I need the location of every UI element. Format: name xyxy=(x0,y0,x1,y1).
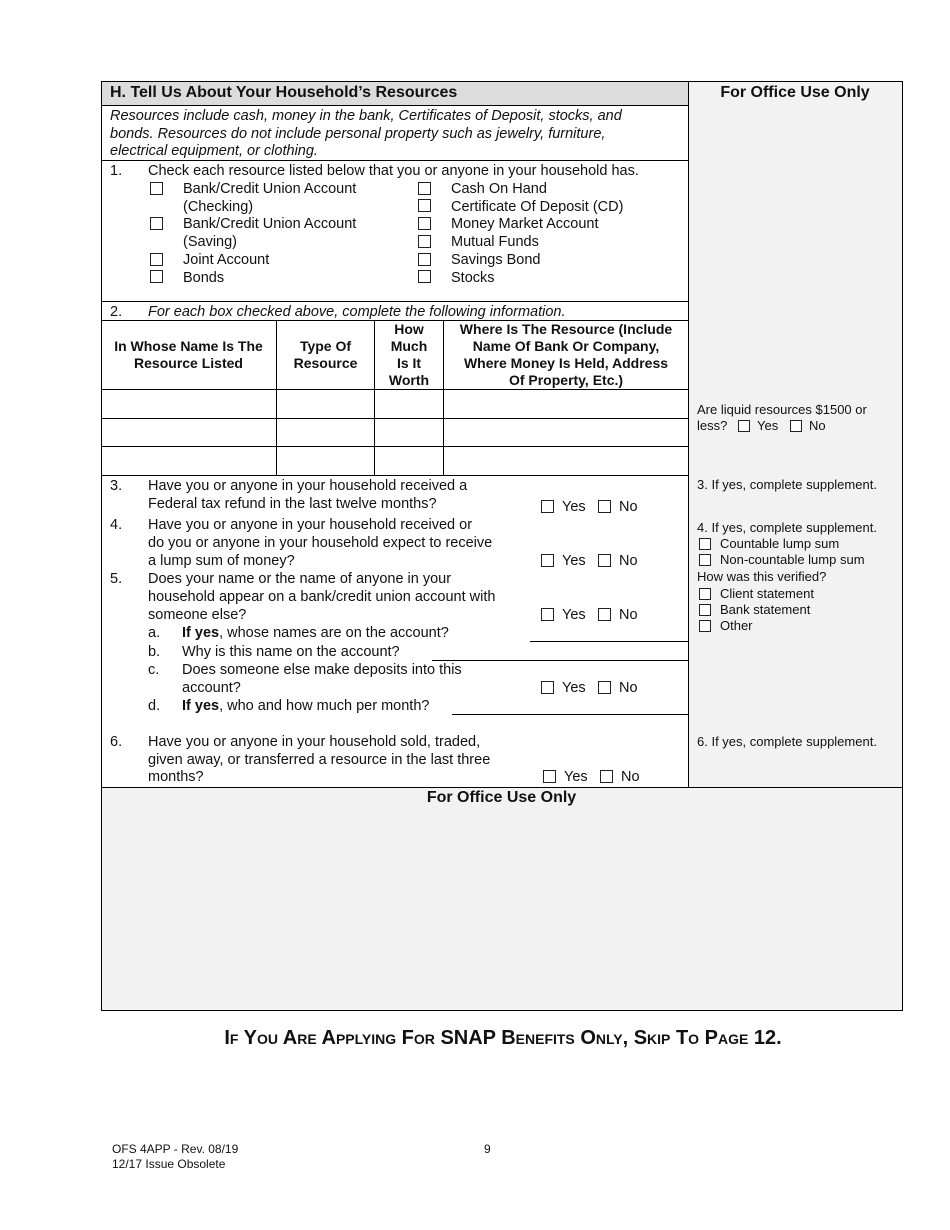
q6-line-1: Have you or anyone in your household sold, traded, xyxy=(148,734,481,750)
q5d-label: d. xyxy=(148,698,161,714)
q6-line-2: given away, or transferred a resource in the last three xyxy=(148,752,491,768)
row2-type-input[interactable] xyxy=(277,419,374,446)
row2-worth-input[interactable] xyxy=(375,419,443,446)
q5b-answer-line[interactable] xyxy=(432,660,688,661)
q5-line-2: household appear on a bank/credit union account with xyxy=(148,589,496,605)
q4-line-2: do you or anyone in your household expect to receive xyxy=(148,535,493,551)
row3-worth-input[interactable] xyxy=(375,447,443,475)
q5c-label: c. xyxy=(148,662,160,678)
liquid-yes-checkbox[interactable] xyxy=(738,420,750,432)
q4-office-note: 4. If yes, complete supplement. xyxy=(697,520,877,535)
q4-no-checkbox[interactable] xyxy=(598,554,611,567)
column-header-type: Type Of Resource xyxy=(293,337,358,371)
header-divider xyxy=(101,105,688,106)
row3-owner-input[interactable] xyxy=(102,447,276,475)
form-id: OFS 4APP - Rev. 08/19 xyxy=(112,1142,239,1156)
q3-office-note: 3. If yes, complete supplement. xyxy=(697,477,877,492)
row2-owner-input[interactable] xyxy=(102,419,276,446)
q6-yes-checkbox[interactable] xyxy=(543,770,556,783)
bank-statement-checkbox[interactable] xyxy=(699,604,711,616)
q6-office-note: 6. If yes, complete supplement. xyxy=(697,734,877,749)
border-bottom xyxy=(101,1010,903,1011)
q6-yes-label: Yes xyxy=(564,769,588,785)
liquid-yes-label: Yes xyxy=(757,418,779,433)
saving-label: Bank/Credit Union Account xyxy=(183,216,357,232)
saving-label-2: (Saving) xyxy=(183,234,237,250)
row1-worth-input[interactable] xyxy=(375,390,443,418)
q5a-text: If yes, whose names are on the account? xyxy=(182,625,449,641)
intro-line-2: bonds. Resources do not include personal property such as jewelry, furniture, xyxy=(110,126,606,142)
other-checkbox[interactable] xyxy=(699,620,711,632)
section-title: H. Tell Us About Your Household’s Resources xyxy=(110,84,458,101)
stocks-checkbox[interactable] xyxy=(418,270,431,283)
verified-question: How was this verified? xyxy=(697,569,827,584)
q1-text: Check each resource listed below that you or anyone in your household has. xyxy=(148,163,639,179)
countable-label: Countable lump sum xyxy=(720,536,840,551)
page-number: 9 xyxy=(484,1142,491,1156)
cd-checkbox[interactable] xyxy=(418,199,431,212)
client-statement-checkbox[interactable] xyxy=(699,588,711,600)
q3-line-2: Federal tax refund in the last twelve months? xyxy=(148,496,437,512)
row3-type-input[interactable] xyxy=(277,447,374,475)
border-top xyxy=(101,81,903,82)
noncountable-label: Non-countable lump sum xyxy=(720,552,865,567)
bank-statement-label: Bank statement xyxy=(720,602,811,617)
skip-instruction-banner: If You Are Applying For SNAP Benefits Only, Skip To Page 12. xyxy=(224,1027,782,1049)
q4-yes-label: Yes xyxy=(562,553,586,569)
q3-no-checkbox[interactable] xyxy=(598,500,611,513)
q1-number: 1. xyxy=(110,163,123,179)
q6-no-label: No xyxy=(621,769,640,785)
q5-no-checkbox[interactable] xyxy=(598,608,611,621)
checking-label: Bank/Credit Union Account xyxy=(183,181,357,197)
office-use-bottom-box xyxy=(101,787,902,1011)
q5-line-3: someone else? xyxy=(148,607,247,623)
q4-line-3: a lump sum of money? xyxy=(148,553,295,569)
q5d-answer-line[interactable] xyxy=(452,714,688,715)
liquid-no-checkbox[interactable] xyxy=(790,420,802,432)
border-left xyxy=(101,81,102,1011)
q5c-line-2: account? xyxy=(182,680,241,696)
q5-no-label: No xyxy=(619,607,638,623)
joint-account-checkbox[interactable] xyxy=(150,253,163,266)
row1-location-input[interactable] xyxy=(444,390,688,418)
q4-number: 4. xyxy=(110,517,123,533)
office-use-header: For Office Use Only xyxy=(720,84,870,101)
q2-text: For each box checked above, complete the following information. xyxy=(148,304,566,320)
saving-checkbox[interactable] xyxy=(150,217,163,230)
savings-bond-label: Savings Bond xyxy=(451,252,541,268)
mutual-funds-checkbox[interactable] xyxy=(418,235,431,248)
column-header-owner: In Whose Name Is The Resource Listed xyxy=(114,337,263,371)
cd-label: Certificate Of Deposit (CD) xyxy=(451,199,624,215)
table-bottom xyxy=(101,475,688,476)
q6-no-checkbox[interactable] xyxy=(600,770,613,783)
joint-account-label: Joint Account xyxy=(183,252,270,268)
q4-no-label: No xyxy=(619,553,638,569)
liquid-question-line-1: Are liquid resources $1500 or xyxy=(697,402,867,417)
noncountable-checkbox[interactable] xyxy=(699,554,711,566)
stocks-label: Stocks xyxy=(451,270,495,286)
office-use-column xyxy=(688,81,902,787)
column-header-location: Where Is The Resource (Include Name Of Bank Or Company, Where Money Is Held, Address Of Property, Etc.) xyxy=(459,320,673,388)
row1-type-input[interactable] xyxy=(277,390,374,418)
checking-checkbox[interactable] xyxy=(150,182,163,195)
bonds-checkbox[interactable] xyxy=(150,270,163,283)
q5-yes-label: Yes xyxy=(562,607,586,623)
q3-yes-label: Yes xyxy=(562,499,586,515)
intro-divider xyxy=(101,160,688,161)
obsolete-note: 12/17 Issue Obsolete xyxy=(112,1157,226,1171)
q2-number: 2. xyxy=(110,304,123,320)
q5-line-1: Does your name or the name of anyone in your xyxy=(148,571,452,587)
checking-label-2: (Checking) xyxy=(183,199,254,215)
money-market-checkbox[interactable] xyxy=(418,217,431,230)
intro-line-1: Resources include cash, money in the bank, Certificates of Deposit, stocks, and xyxy=(110,108,622,124)
cash-on-hand-label: Cash On Hand xyxy=(451,181,547,197)
bonds-label: Bonds xyxy=(183,270,225,286)
q3-number: 3. xyxy=(110,478,123,494)
money-market-label: Money Market Account xyxy=(451,216,599,232)
q5d-text: If yes, who and how much per month? xyxy=(182,698,430,714)
q5c-no-label: No xyxy=(619,680,638,696)
q6-number: 6. xyxy=(110,734,123,750)
q6-line-3: months? xyxy=(148,769,204,785)
countable-checkbox[interactable] xyxy=(699,538,711,550)
mutual-funds-label: Mutual Funds xyxy=(451,234,539,250)
q3-line-1: Have you or anyone in your household received a xyxy=(148,478,468,494)
q4-yes-checkbox[interactable] xyxy=(541,554,554,567)
cash-on-hand-checkbox[interactable] xyxy=(418,182,431,195)
q1-divider xyxy=(101,301,688,302)
intro-line-3: electrical equipment, or clothing. xyxy=(110,143,318,159)
liquid-no-label: No xyxy=(809,418,826,433)
q5c-line-1: Does someone else make deposits into this xyxy=(182,662,462,678)
row3-location-input[interactable] xyxy=(444,447,688,475)
questions-bottom-divider xyxy=(101,787,903,788)
q5-number: 5. xyxy=(110,571,123,587)
column-header-worth: How Much Is It Worth xyxy=(388,320,430,388)
q5b-label: b. xyxy=(148,644,161,660)
row1-owner-input[interactable] xyxy=(102,390,276,418)
client-statement-label: Client statement xyxy=(720,586,814,601)
row2-location-input[interactable] xyxy=(444,419,688,446)
q5c-yes-checkbox[interactable] xyxy=(541,681,554,694)
liquid-question-line-2: less? xyxy=(697,418,728,433)
q5b-text: Why is this name on the account? xyxy=(182,644,400,660)
q5a-label: a. xyxy=(148,625,161,641)
q5a-answer-line[interactable] xyxy=(530,641,688,642)
q5-yes-checkbox[interactable] xyxy=(541,608,554,621)
q5c-yes-label: Yes xyxy=(562,680,586,696)
q5c-no-checkbox[interactable] xyxy=(598,681,611,694)
office-column-divider xyxy=(688,81,689,787)
savings-bond-checkbox[interactable] xyxy=(418,253,431,266)
bottom-office-header: For Office Use Only xyxy=(426,789,577,806)
q3-yes-checkbox[interactable] xyxy=(541,500,554,513)
border-right xyxy=(902,81,903,1011)
q3-no-label: No xyxy=(619,499,638,515)
other-label: Other xyxy=(720,618,753,633)
q4-line-1: Have you or anyone in your household received or xyxy=(148,517,473,533)
